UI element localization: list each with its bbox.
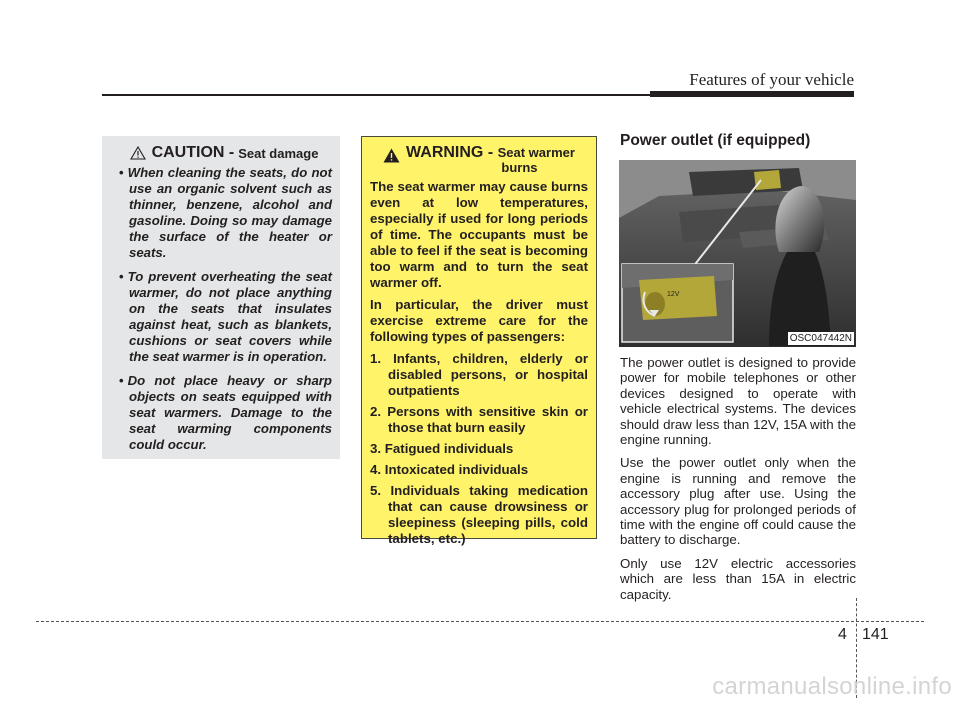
chapter-number: 4 [838, 626, 847, 643]
caution-subject: Seat damage [238, 145, 319, 161]
section-title: Power outlet (if equipped) [620, 132, 811, 149]
warning-label: WARNING - [406, 144, 494, 161]
caution-label: CAUTION - [151, 144, 235, 161]
caution-list [116, 165, 332, 453]
warning-list [370, 351, 588, 547]
caution-item: • To prevent overheating the seat warmer, do not place anything on the seats that insulates against heat, such as blankets, cushions or seat covers while the seat warmer is in operation. [116, 269, 332, 365]
footer-rule [36, 621, 924, 622]
warning-paragraph: The seat warmer may cause burns even at low temperatures, especially if used for long periods of time. The occupants must be able to feel if the seat is becoming too warm and to turn the seat warmer off. [370, 179, 588, 290]
outlet-voltage-text: 12V [667, 291, 680, 298]
body-paragraph: Only use 12V electric accessories which are less than 15A in electric capacity. [620, 555, 856, 602]
warning-subject-line2: burns [501, 160, 538, 175]
header-title: Features of your vehicle [689, 70, 854, 89]
watermark: carmanualsonline.info [712, 673, 952, 700]
warning-box [361, 136, 597, 546]
warning-list-item: 4. Intoxicated individuals [370, 462, 529, 477]
console-illustration [619, 160, 856, 347]
warning-list-item: 5. Individuals taking medication that can cause drowsiness or sleepiness (sleeping pills, cold tablets, etc.) [370, 483, 588, 546]
power-outlet-photo [619, 160, 856, 347]
caution-item: • When cleaning the seats, do not use an organic solvent such as thinner, benzene, alcohol and gasoline. Doing so may damage the surface of the heater or seats. [116, 165, 332, 261]
warning-paragraph: In particular, the driver must exercise extreme care for the following types of passengers: [370, 297, 588, 344]
warning-list-item: 1. Infants, children, elderly or disabled persons, or hospital outpatients [370, 351, 588, 398]
warning-triangle-icon [383, 148, 400, 163]
caution-box [102, 136, 340, 459]
header-rule-accent [650, 91, 854, 97]
warning-heading [370, 145, 588, 175]
caution-triangle-icon [130, 146, 146, 160]
warning-subject-line1: Seat warmer [497, 145, 575, 160]
body-paragraph: The power outlet is designed to provide power for mobile telephones or other devices designed to operate with vehicle electrical systems. The devices should draw less than 12V, 15A with the engine running. [620, 355, 856, 448]
warning-list-item: 2. Persons with sensitive skin or those that burn easily [370, 404, 588, 435]
image-label: OSC047442N [789, 333, 852, 344]
body-paragraph: Use the power outlet only when the engine is running and remove the accessory plug after use. Using the accessory plug for prolonged periods of time with the engine off could cause the battery to discharge. [620, 455, 856, 548]
caution-heading [116, 144, 332, 162]
page-number: 141 [862, 626, 889, 643]
warning-list-item: 3. Fatigued individuals [370, 441, 514, 456]
power-outlet-text [620, 355, 856, 610]
caution-item: • Do not place heavy or sharp objects on seats equipped with seat warmers. Damage to the seat warming components could occur. [116, 373, 332, 453]
